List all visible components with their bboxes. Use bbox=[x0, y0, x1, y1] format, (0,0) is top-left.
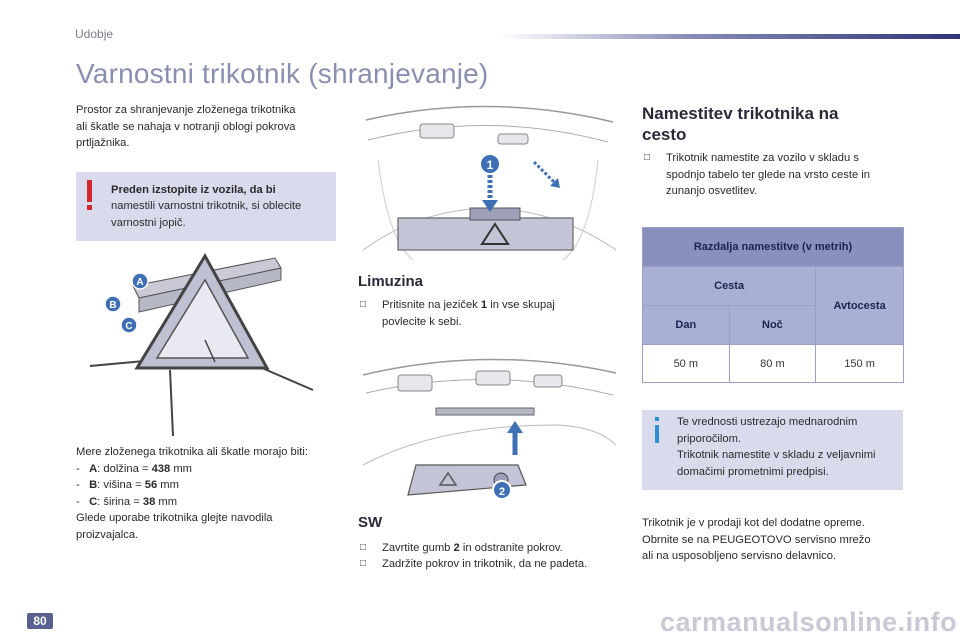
table-cell-avtocesta: 150 m bbox=[816, 345, 904, 383]
warning-text: Preden izstopite iz vozila, da bi bbox=[111, 184, 276, 196]
callout-b-label: B bbox=[109, 300, 117, 311]
table-header-noc: Noč bbox=[729, 306, 816, 345]
intro-text: Prostor za shranjevanje zloženega trikotnika ali škatle se nahaja v notranji oblogi pokrova prtljažnika. bbox=[76, 104, 296, 149]
triangle-diagram bbox=[85, 250, 335, 440]
limuzina-illustration bbox=[358, 100, 620, 265]
dim-row-a: - A: dolžina = 438 mm bbox=[76, 462, 192, 475]
triangle-leg bbox=[170, 370, 173, 436]
dim-row-b: - B: višina = 56 mm bbox=[76, 479, 179, 491]
table-cell-noc: 80 m bbox=[729, 345, 816, 383]
table-header-cesta: Cesta bbox=[643, 267, 816, 306]
callout-2-label: 2 bbox=[498, 486, 506, 498]
bullet-icon: □ bbox=[360, 558, 367, 569]
section-label: Udobje bbox=[75, 27, 114, 41]
sw-cover-slot bbox=[436, 408, 534, 415]
warning-icon-dot bbox=[87, 205, 92, 210]
table-caption: Razdalja namestitve (v metrih) bbox=[643, 228, 904, 267]
page-title: Varnostni trikotnik (shranjevanje) bbox=[76, 58, 489, 89]
distance-table bbox=[642, 227, 904, 383]
release-tab bbox=[470, 208, 520, 220]
callout-c-label: C bbox=[125, 321, 133, 332]
accessory-note: Trikotnik je v prodaji kot del dodatne opreme. Obrnite se na PEUGEOTOVO servisno mrežo ali na usposobljeno servisno delavnico. bbox=[642, 517, 871, 562]
watermark: carmanualsonline.info bbox=[660, 607, 958, 637]
callout-1-label: 1 bbox=[486, 158, 494, 172]
warning-icon bbox=[87, 180, 92, 202]
limuzina-heading: Limuzina bbox=[358, 273, 424, 290]
sw-step-1: □ Zavrtite gumb 2 in odstranite pokrov. bbox=[360, 540, 620, 558]
trunk-lid-panel bbox=[398, 218, 573, 250]
table-header-avtocesta: Avtocesta bbox=[816, 267, 904, 345]
warning-text-body: namestili varnostni trikotnik, si oblecite varnostni jopič. bbox=[111, 200, 302, 229]
info-icon bbox=[655, 425, 659, 443]
bullet-icon: □ bbox=[644, 152, 651, 163]
bullet-icon: □ bbox=[360, 542, 367, 553]
limuzina-step: □ Pritisnite na jeziček 1 in vse skupaj povlecite k sebi. bbox=[360, 299, 555, 328]
placement-step: □ Trikotnik namestite za vozilo v skladu s spodnjo tabelo ter glede na vrsto ceste in zunanjo osvetlitev. bbox=[644, 152, 870, 197]
callout-a-label: A bbox=[136, 277, 144, 288]
table-header-dan: Dan bbox=[643, 306, 730, 345]
info-text: Te vrednosti ustrezajo mednarodnim priporočilom. Trikotnik namestite v skladu z veljavnimi domačimi prometnimi predpisi. bbox=[677, 416, 876, 478]
header-bar bbox=[500, 34, 960, 39]
sw-heading: SW bbox=[358, 514, 383, 531]
table-cell-dan: 50 m bbox=[643, 345, 730, 383]
dim-row-c: - C: širina = 38 mm bbox=[76, 495, 178, 508]
dimensions-text: Mere zloženega trikotnika ali škatle morajo biti: - A: dolžina = 438 mm - B: višina = 56 mm - C: širina = 38 mm Glede uporabe trikotnika glejte navodila proizvajalca. bbox=[76, 444, 341, 543]
bullet-icon: □ bbox=[360, 299, 367, 310]
sw-step-2: □ Zadržite pokrov in trikotnik, da ne padeta. bbox=[360, 556, 620, 574]
placement-heading: Namestitev trikotnika na cesto bbox=[642, 104, 839, 144]
page-number: 80 bbox=[27, 613, 53, 629]
info-icon-dot bbox=[655, 417, 659, 421]
sw-illustration bbox=[358, 345, 620, 505]
